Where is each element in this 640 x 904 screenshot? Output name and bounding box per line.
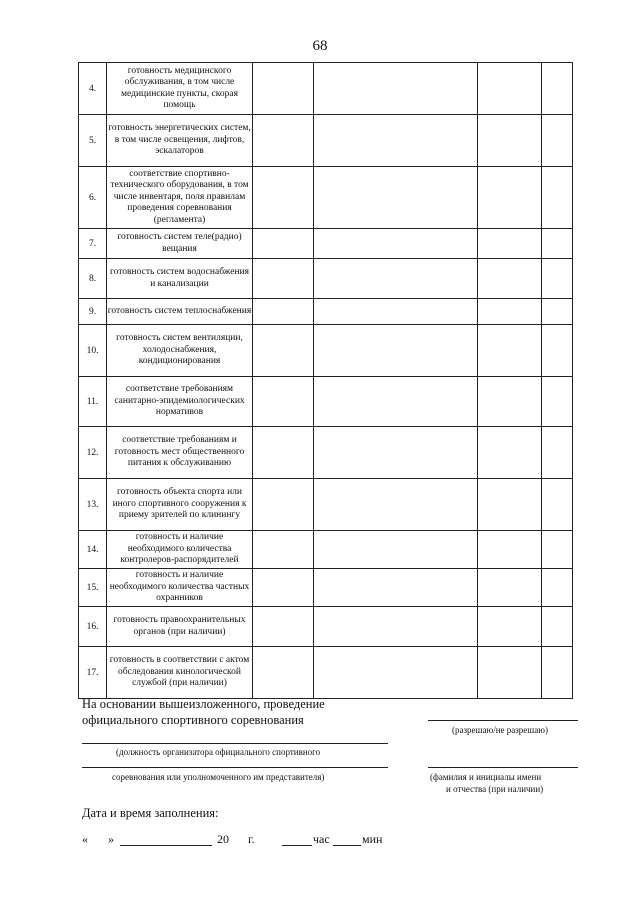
- row-entry-cell-5[interactable]: [478, 569, 542, 607]
- row-entry-cell-6[interactable]: [542, 325, 573, 377]
- date-month-blank[interactable]: [120, 845, 212, 846]
- row-entry-cell-3[interactable]: [253, 531, 314, 569]
- row-description: готовность энергетических систем, в том числе освещения, лифтов, эскалаторов: [107, 115, 253, 167]
- page-number: 68: [312, 38, 328, 54]
- year-prefix: 20: [217, 832, 229, 846]
- table-row: [79, 63, 573, 115]
- row-entry-cell-6[interactable]: [542, 479, 573, 531]
- row-number: 7.: [79, 229, 107, 259]
- name-caption-1: (фамилия и инициалы имени: [430, 772, 542, 782]
- table-row: [79, 259, 573, 299]
- row-entry-cell-3[interactable]: [253, 229, 314, 259]
- row-entry-cell-6[interactable]: [542, 427, 573, 479]
- table-row: [79, 607, 573, 647]
- row-entry-cell-4[interactable]: [314, 531, 478, 569]
- row-entry-cell-3[interactable]: [253, 479, 314, 531]
- row-description: готовность систем водоснабжения и канализации: [107, 259, 253, 299]
- table-row: [79, 377, 573, 427]
- row-entry-cell-6[interactable]: [542, 259, 573, 299]
- row-entry-cell-3[interactable]: [253, 569, 314, 607]
- basis-line-2: официального спортивного соревнования: [82, 713, 304, 727]
- row-number: 12.: [79, 427, 107, 479]
- row-entry-cell-4[interactable]: [314, 479, 478, 531]
- row-number: 10.: [79, 325, 107, 377]
- row-entry-cell-6[interactable]: [542, 647, 573, 699]
- table-body: [79, 63, 573, 699]
- row-description: соответствие требованиям и готовность мест общественного питания к обслуживанию: [107, 427, 253, 479]
- row-number: 13.: [79, 479, 107, 531]
- row-entry-cell-3[interactable]: [253, 377, 314, 427]
- row-entry-cell-5[interactable]: [478, 607, 542, 647]
- row-number: 5.: [79, 115, 107, 167]
- row-number: 15.: [79, 569, 107, 607]
- table-row: [79, 569, 573, 607]
- fill-date-label: Дата и время заполнения:: [82, 806, 219, 820]
- table-row: [79, 115, 573, 167]
- row-entry-cell-5[interactable]: [478, 115, 542, 167]
- row-entry-cell-5[interactable]: [478, 167, 542, 229]
- row-entry-cell-6[interactable]: [542, 531, 573, 569]
- quote-open: «: [82, 832, 88, 846]
- row-entry-cell-3[interactable]: [253, 115, 314, 167]
- row-number: 14.: [79, 531, 107, 569]
- row-description: готовность в соответствии с актом обследования кинологической службой (при наличии): [107, 647, 253, 699]
- row-number: 17.: [79, 647, 107, 699]
- row-number: 9.: [79, 299, 107, 325]
- position-line-2[interactable]: [82, 767, 388, 768]
- row-entry-cell-5[interactable]: [478, 427, 542, 479]
- row-entry-cell-4[interactable]: [314, 115, 478, 167]
- row-entry-cell-6[interactable]: [542, 569, 573, 607]
- row-entry-cell-5[interactable]: [478, 377, 542, 427]
- row-entry-cell-3[interactable]: [253, 647, 314, 699]
- position-caption-1: (должность организатора официального спортивного: [116, 747, 321, 757]
- row-entry-cell-3[interactable]: [253, 607, 314, 647]
- row-description: готовность систем теплоснабжения: [107, 299, 253, 325]
- table-row: [79, 479, 573, 531]
- position-caption-2: соревнования или уполномоченного им представителя): [112, 772, 325, 782]
- row-entry-cell-6[interactable]: [542, 115, 573, 167]
- basis-statement: [82, 696, 325, 728]
- row-description: готовность систем теле(радио) вещания: [107, 229, 253, 259]
- row-number: 8.: [79, 259, 107, 299]
- row-number: 11.: [79, 377, 107, 427]
- row-entry-cell-4[interactable]: [314, 427, 478, 479]
- row-number: 4.: [79, 63, 107, 115]
- row-number: 16.: [79, 607, 107, 647]
- row-entry-cell-5[interactable]: [478, 63, 542, 115]
- row-entry-cell-3[interactable]: [253, 299, 314, 325]
- row-entry-cell-6[interactable]: [542, 607, 573, 647]
- table-row: [79, 531, 573, 569]
- row-entry-cell-4[interactable]: [314, 647, 478, 699]
- row-description: готовность правоохранительных органов (при наличии): [107, 607, 253, 647]
- row-description: соответствие требованиям санитарно-эпидемиологических нормативов: [107, 377, 253, 427]
- row-description: готовность систем вентиляции, холодоснабжения, кондиционирования: [107, 325, 253, 377]
- table-row: [79, 427, 573, 479]
- basis-line-1: На основании вышеизложенного, проведение: [82, 697, 325, 711]
- row-entry-cell-3[interactable]: [253, 427, 314, 479]
- quote-close: »: [108, 832, 114, 846]
- row-entry-cell-5[interactable]: [478, 479, 542, 531]
- row-entry-cell-5[interactable]: [478, 531, 542, 569]
- row-entry-cell-3[interactable]: [253, 325, 314, 377]
- minute-blank[interactable]: [333, 845, 361, 846]
- row-entry-cell-6[interactable]: [542, 299, 573, 325]
- table-row: [79, 325, 573, 377]
- name-caption-2: и отчества (при наличии): [446, 784, 544, 794]
- row-entry-cell-6[interactable]: [542, 377, 573, 427]
- row-entry-cell-4[interactable]: [314, 63, 478, 115]
- row-entry-cell-5[interactable]: [478, 259, 542, 299]
- row-entry-cell-3[interactable]: [253, 167, 314, 229]
- year-suffix: г.: [248, 832, 255, 846]
- hour-label: час: [313, 832, 330, 846]
- row-description: готовность и наличие необходимого количества частных охранников: [107, 569, 253, 607]
- row-description: соответствие спортивно-технического оборудования, в том числе инвентаря, поля правилам проведения соревнования (регламента): [107, 167, 253, 229]
- minute-label: мин: [362, 832, 383, 846]
- row-number: 6.: [79, 167, 107, 229]
- hour-blank[interactable]: [282, 845, 312, 846]
- table-row: [79, 167, 573, 229]
- readiness-checklist-table: [78, 62, 573, 699]
- row-description: готовность медицинского обслуживания, в том числе медицинские пункты, скорая помощь: [107, 63, 253, 115]
- row-entry-cell-4[interactable]: [314, 377, 478, 427]
- permit-caption: (разрешаю/не разрешаю): [452, 725, 548, 735]
- table-row: [79, 229, 573, 259]
- row-entry-cell-4[interactable]: [314, 325, 478, 377]
- row-entry-cell-6[interactable]: [542, 63, 573, 115]
- row-entry-cell-6[interactable]: [542, 229, 573, 259]
- position-line-1[interactable]: [82, 743, 388, 744]
- row-entry-cell-5[interactable]: [478, 229, 542, 259]
- row-entry-cell-5[interactable]: [478, 325, 542, 377]
- row-entry-cell-5[interactable]: [478, 647, 542, 699]
- row-entry-cell-4[interactable]: [314, 299, 478, 325]
- row-entry-cell-4[interactable]: [314, 569, 478, 607]
- row-entry-cell-5[interactable]: [478, 299, 542, 325]
- row-entry-cell-3[interactable]: [253, 63, 314, 115]
- permit-signature-line[interactable]: [428, 720, 578, 721]
- row-description: готовность объекта спорта или иного спортивного сооружения к приему зрителей по клинингу: [107, 479, 253, 531]
- row-description: готовность и наличие необходимого количества контролеров-распорядителей: [107, 531, 253, 569]
- row-entry-cell-6[interactable]: [542, 167, 573, 229]
- row-entry-cell-4[interactable]: [314, 229, 478, 259]
- row-entry-cell-4[interactable]: [314, 607, 478, 647]
- row-entry-cell-4[interactable]: [314, 259, 478, 299]
- row-entry-cell-4[interactable]: [314, 167, 478, 229]
- row-entry-cell-3[interactable]: [253, 259, 314, 299]
- name-signature-line[interactable]: [428, 767, 578, 768]
- table-row: [79, 647, 573, 699]
- table-row: [79, 299, 573, 325]
